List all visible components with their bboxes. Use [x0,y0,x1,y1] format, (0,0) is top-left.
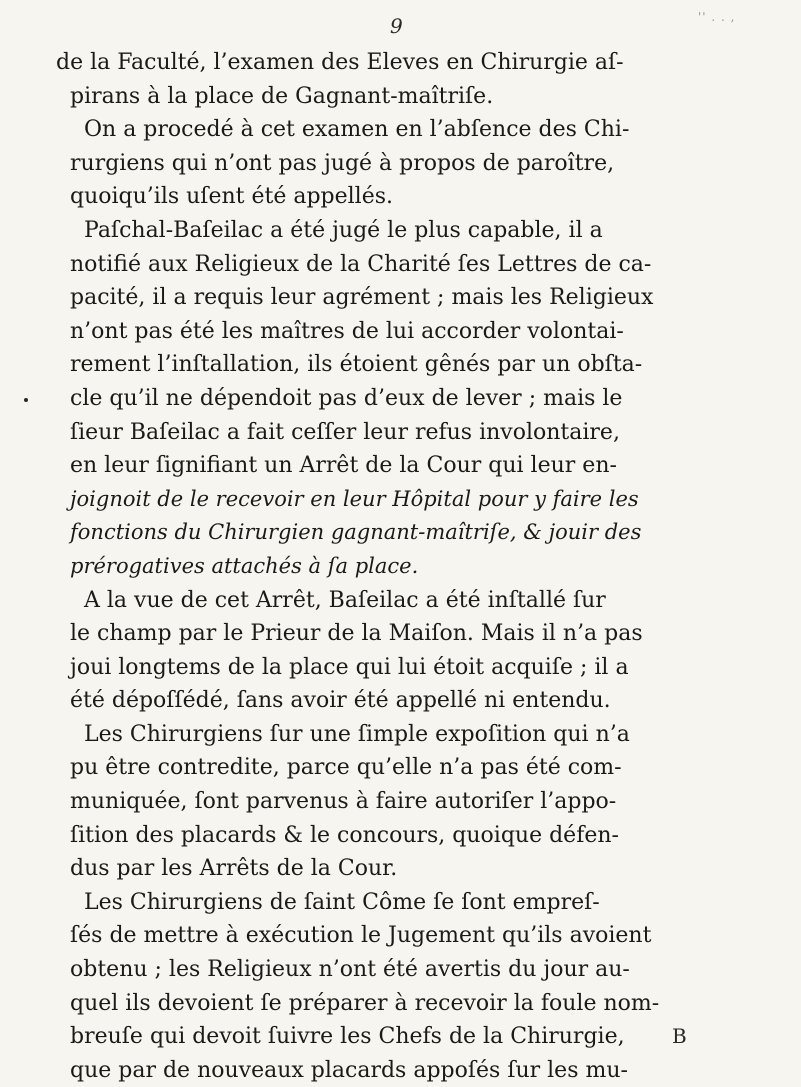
margin-dot [24,398,28,402]
page-number: 9 [390,14,403,38]
text-line: quel ils devoient ſe préparer à recevoir la foule nom- [70,990,660,1016]
text-line: Les Chirurgiens de ſaint Côme ſe ſont empreſ- [84,889,600,915]
signature-mark: B [672,1024,687,1048]
text-line: notifié aux Religieux de la Charité ſes Lettres de ca- [70,251,652,277]
text-line: Paſchal-Baſeilac a été jugé le plus capable, il a [84,217,603,243]
text-line: joignoit de le recevoir en leur Hôpital pour y faire les [70,486,639,511]
body-text [56,46,756,1087]
text-line: de la Faculté, l’examen des Eleves en Chirurgie aſ- [56,50,624,75]
text-line: prérogatives attachés à ſa place. [70,553,419,578]
text-line: quoiqu’ils uſent été appellés. [70,184,394,210]
text-line: pu être contredite, parce qu’elle n’a pas été com- [70,755,622,781]
text-line: pirans à la place de Gagnant-maîtriſe. [70,83,494,109]
text-line: que par de nouveaux placards appoſés ſur les mu- [70,1057,628,1083]
text-line: rurgiens qui n’ont pas jugé à propos de paroître, [70,150,615,176]
text-line: dus par les Arrêts de la Cour. [70,856,398,882]
text-line: en leur ſignifiant un Arrêt de la Cour qui leur en- [70,453,617,479]
text-line: fonctions du Chirurgien gagnant-maîtriſe, & jouir des [70,520,642,545]
text-line: A la vue de cet Arrêt, Baſeilac a été inſtallé ſur [84,587,606,613]
text-line: rement l’inſtallation, ils étoient gênés par un obſta- [70,352,643,378]
text-line: été dépoſſédé, ſans avoir été appellé ni entendu. [70,688,611,714]
text-line: ſés de mettre à exécution le Jugement qu’ils avoient [70,923,652,949]
text-line: cle qu’il ne dépendoit pas d’eux de lever ; mais le [70,385,623,411]
text-line: ſition des placards & le concours, quoique défen- [70,822,619,848]
text-line: pacité, il a requis leur agrément ; mais les Religieux [70,285,654,311]
text-line: muniquée, ſont parvenus à faire autoriſer l’appo- [70,789,617,815]
corner-mark: '' . . , [698,10,736,24]
text-line: ſieur Baſeilac a fait ceſſer leur refus involontaire, [70,419,620,445]
text-line: n’ont pas été les maîtres de lui accorder volontai- [70,318,624,344]
text-line: Les Chirurgiens ſur une ſimple expoſition qui n’a [84,721,630,747]
text-line: On a procedé à cet examen en l’abſence des Chi- [84,117,630,143]
text-line: breuſe qui devoit ſuivre les Chefs de la Chirurgie, [70,1024,625,1050]
text-line: obtenu ; les Religieux n’ont été avertis du jour au- [70,957,630,983]
text-line: joui longtems de la place qui lui étoit acquiſe ; il a [70,654,629,680]
text-line: le champ par le Prieur de la Maiſon. Mais il n’a pas [70,621,643,647]
